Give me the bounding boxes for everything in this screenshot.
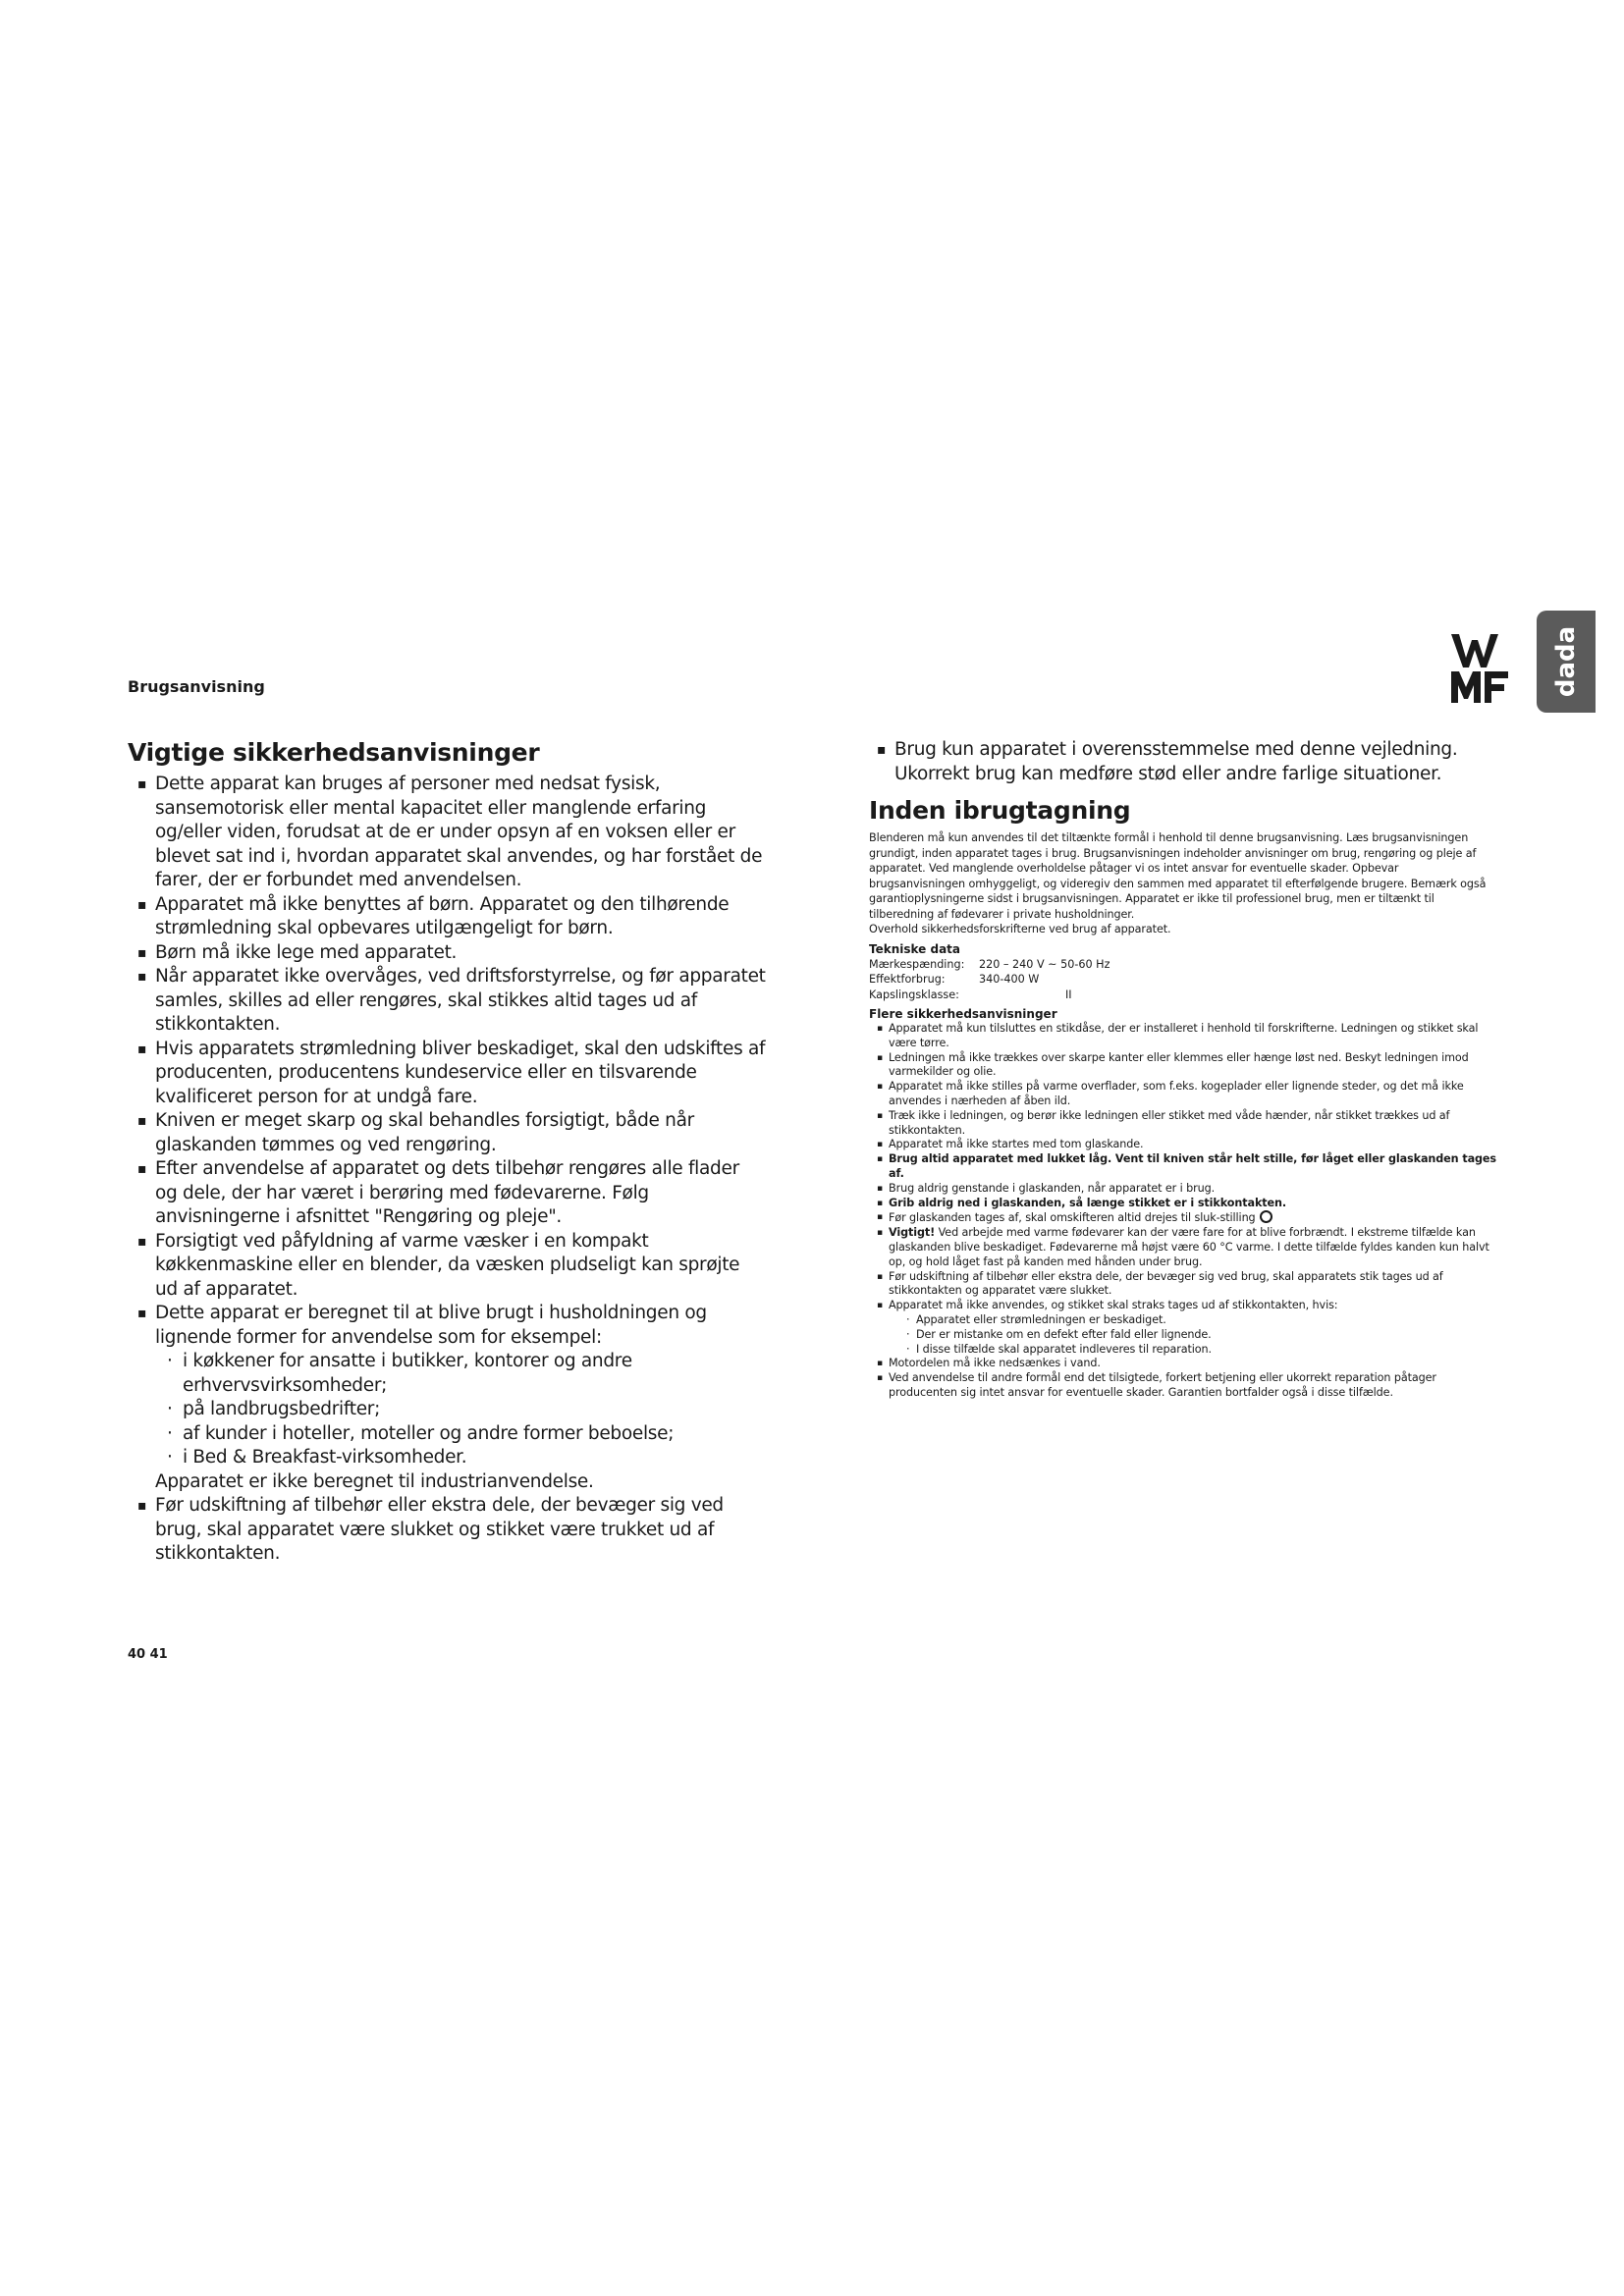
tech-label: Effektforbrug: [869,973,946,986]
page-numbers: 40 41 [128,1647,168,1662]
list-item: ▪ Brug aldrig genstande i glaskanden, når apparatet er i brug. [877,1182,1497,1197]
language-tab [1537,611,1596,713]
important-label: Vigtigt! [889,1226,936,1240]
right-column [869,738,1497,1401]
list-item: ▪ Træk ikke i ledningen, og berør ikke ledningen eller stikket med våde hænder, når stikket trækkes ud af stikkontakten. [877,1109,1497,1139]
section-heading-before-use: Inden ibrugtagning [869,796,1131,825]
list-item: ▪ Forsigtigt ved påfyldning af varme væsker i en kompakt køkkenmaskine eller en blender, da væsken pludseligt kan sprøjte ud af apparatet. [137,1230,766,1303]
list-item: ▪ Ledningen må ikke trækkes over skarpe kanter eller klemmes eller hænge løst ned. Beskyt ledningen imod varmekilder og olie. [877,1051,1497,1081]
tech-row [869,972,1497,988]
tech-data-heading: Tekniske data [869,941,961,956]
list-item-text: Apparatet må ikke anvendes, og stikket skal straks tages ud af stikkontakten, hvis: [889,1299,1338,1312]
left-column [128,738,766,1567]
tech-value: II [1065,988,1072,1001]
list-item: ▪ Ved anvendelse til andre formål end det tilsigtede, forkert betjening eller ukorrekt reparation påtager producenten sig intet ansvar for eventuelle skader. Garantien bortfalder også i disse tilfælde. [877,1371,1497,1401]
usage-examples-list [155,1350,766,1470]
list-item-text: Dette apparat er beregnet til at blive brugt i husholdningen og lignende former for anvendelse som for eksempel: [155,1303,707,1348]
list-item: ▪ Når apparatet ikke overvåges, ved driftsforstyrrelse, og før apparatet samles, skilles ad eller rengøres, skal stikkes altid tages ud af stikkontakten. [137,965,766,1038]
list-item: ▪ Børn må ikke lege med apparatet. [137,941,766,966]
top-bullet-list [869,738,1497,786]
intro-paragraph-2: Overhold sikkerhedsforskrifterne ved brug af apparatet. [869,923,1171,935]
list-item: ▪ Efter anvendelse af apparatet og dets tilbehør rengøres alle flader og dele, der har været i berøring med fødevarerne. Følg anvisningerne i afsnittet "Rengøring og pleje". [137,1157,766,1230]
tech-row [869,988,1497,1003]
tech-value: 340-400 W [979,973,1040,986]
list-item-bold: ▪ Brug altid apparatet med lukket låg. Vent til kniven står helt stille, før låget eller glaskanden tages af. [877,1152,1497,1182]
list-item-bold: ▪ Grib aldrig ned i glaskanden, så længe stikket er i stikkontakten. [877,1197,1497,1211]
tech-label: Mærkespænding: [869,957,965,971]
tech-row [869,957,1497,973]
list-item [137,1302,766,1470]
list-item: ▪ Dette apparat kan bruges af personer med nedsat fysisk, sansemotorisk eller mental kapacitet eller manglende erfaring og/eller viden, forudsat at de er under opsyn af en voksen eller er blevet sat ind i, hvordan apparatet skal anvendes, og har forstået de farer, der er forbundet med anvendelsen. [137,773,766,893]
defect-conditions-list [889,1313,1497,1357]
safety-list [128,773,766,1567]
sub-list-item: · på landbrugsbedrifter; [167,1398,766,1422]
repair-note: · I disse tilfælde skal apparatet indleveres til reparation. [906,1343,1497,1358]
tech-label: Kapslingsklasse: [869,988,959,1001]
sub-list-item: · i Bed & Breakfast-virksomheder. [167,1446,766,1470]
section-heading-safety: Vigtige sikkerhedsanvisninger [128,738,540,767]
list-item: ▪ Apparatet må ikke stilles på varme overflader, som f.eks. kogeplader eller lignende steder, og det må ikke anvendes i nærheden af åben ild. [877,1080,1497,1109]
list-item: ▪ Apparatet må ikke startes med tom glaskande. [877,1138,1497,1152]
list-item: ▪ Kniven er meget skarp og skal behandles forsigtigt, både når glaskanden tømmes og ved rengøring. [137,1109,766,1157]
sub-list-item: · Der er mistanke om en defekt efter fald eller lignende. [906,1328,1497,1343]
list-item [877,1299,1497,1357]
list-item: ▪ Før udskiftning af tilbehør eller ekstra dele, der bevæger sig ved brug, skal apparatets stik tages ud af stikkontakten og apparatet være slukket. [877,1270,1497,1300]
list-item: ▪ Apparatet må kun tilsluttes en stikdåse, der er installeret i henhold til forskrifterne. Ledningen og stikket skal være tørre. [877,1022,1497,1051]
sub-list-item: · af kunder i hoteller, moteller og andre former beboelse; [167,1422,766,1447]
list-item: ▪ Hvis apparatets strømledning bliver beskadiget, skal den udskiftes af producenten, producentens kundeservice eller en tilsvarende kvalificeret person for at undgå fare. [137,1038,766,1110]
list-item-text: Før glaskanden tages af, skal omskifteren altid drejes til sluk-stilling [889,1211,1256,1225]
industrial-note: Apparatet er ikke beregnet til industrianvendelse. [155,1470,594,1492]
list-item: ▪ Brug kun apparatet i overensstemmelse med denne vejledning. Ukorrekt brug kan medføre stød eller andre farlige situationer. [877,738,1497,786]
wmf-logo-icon [1451,632,1512,705]
list-item: ▪ Motordelen må ikke nedsænkes i vand. [877,1357,1497,1371]
sub-list-item: · Apparatet eller strømledningen er beskadiget. [906,1313,1497,1328]
more-safety-heading: Flere sikkerhedsanvisninger [869,1007,1057,1021]
language-tab-label: dada [1551,625,1581,698]
off-position-icon [1260,1210,1272,1223]
list-item [877,1210,1497,1226]
more-safety-list [869,1022,1497,1401]
tech-value: 220 – 240 V ~ 50-60 Hz [979,957,1110,971]
document-header: Brugsanvisning [128,677,265,696]
list-item [877,1226,1497,1269]
important-text: Ved arbejde med varme fødevarer kan der være fare for at blive forbrændt. I ekstreme tilfælde kan glaskanden blive beskadiget. Fødevarerne må højst være 60 °C varme. I dette tilfælde fyldes kanden kun halvt op, og hold låget fast på kanden med hånden under brug. [889,1226,1489,1268]
list-item: ▪ Før udskiftning af tilbehør eller ekstra dele, der bevæger sig ved brug, skal apparatet være slukket og stikket være trukket ud af stikkontakten. [137,1494,766,1567]
intro-paragraph: Blenderen må kun anvendes til det tiltænkte formål i henhold til denne brugsanvisning. Læs brugsanvisningen grundigt, inden apparatet tages i brug. Brugsanvisningen indeholder anvisninger om brug, rengøring og pleje af apparatet. Ved manglende overholdelse påtager vi os intet ansvar for eventuelle skader. Opbevar brugsanvisningen omhyggeligt, og videregiv den sammen med apparatet til efterfølgende brugere. Bemærk også garantioplysningerne sidst i brugsanvisningen. Apparatet er ikke til professionel brug, men er tiltænkt til tilberedning af fødevarer i private husholdninger. [869,831,1487,921]
list-item: ▪ Apparatet må ikke benyttes af børn. Apparatet og den tilhørende strømledning skal opbevares utilgængeligt for børn. [137,893,766,941]
sub-list-item: · i køkkener for ansatte i butikker, kontorer og andre erhvervsvirksomheder; [167,1350,766,1398]
